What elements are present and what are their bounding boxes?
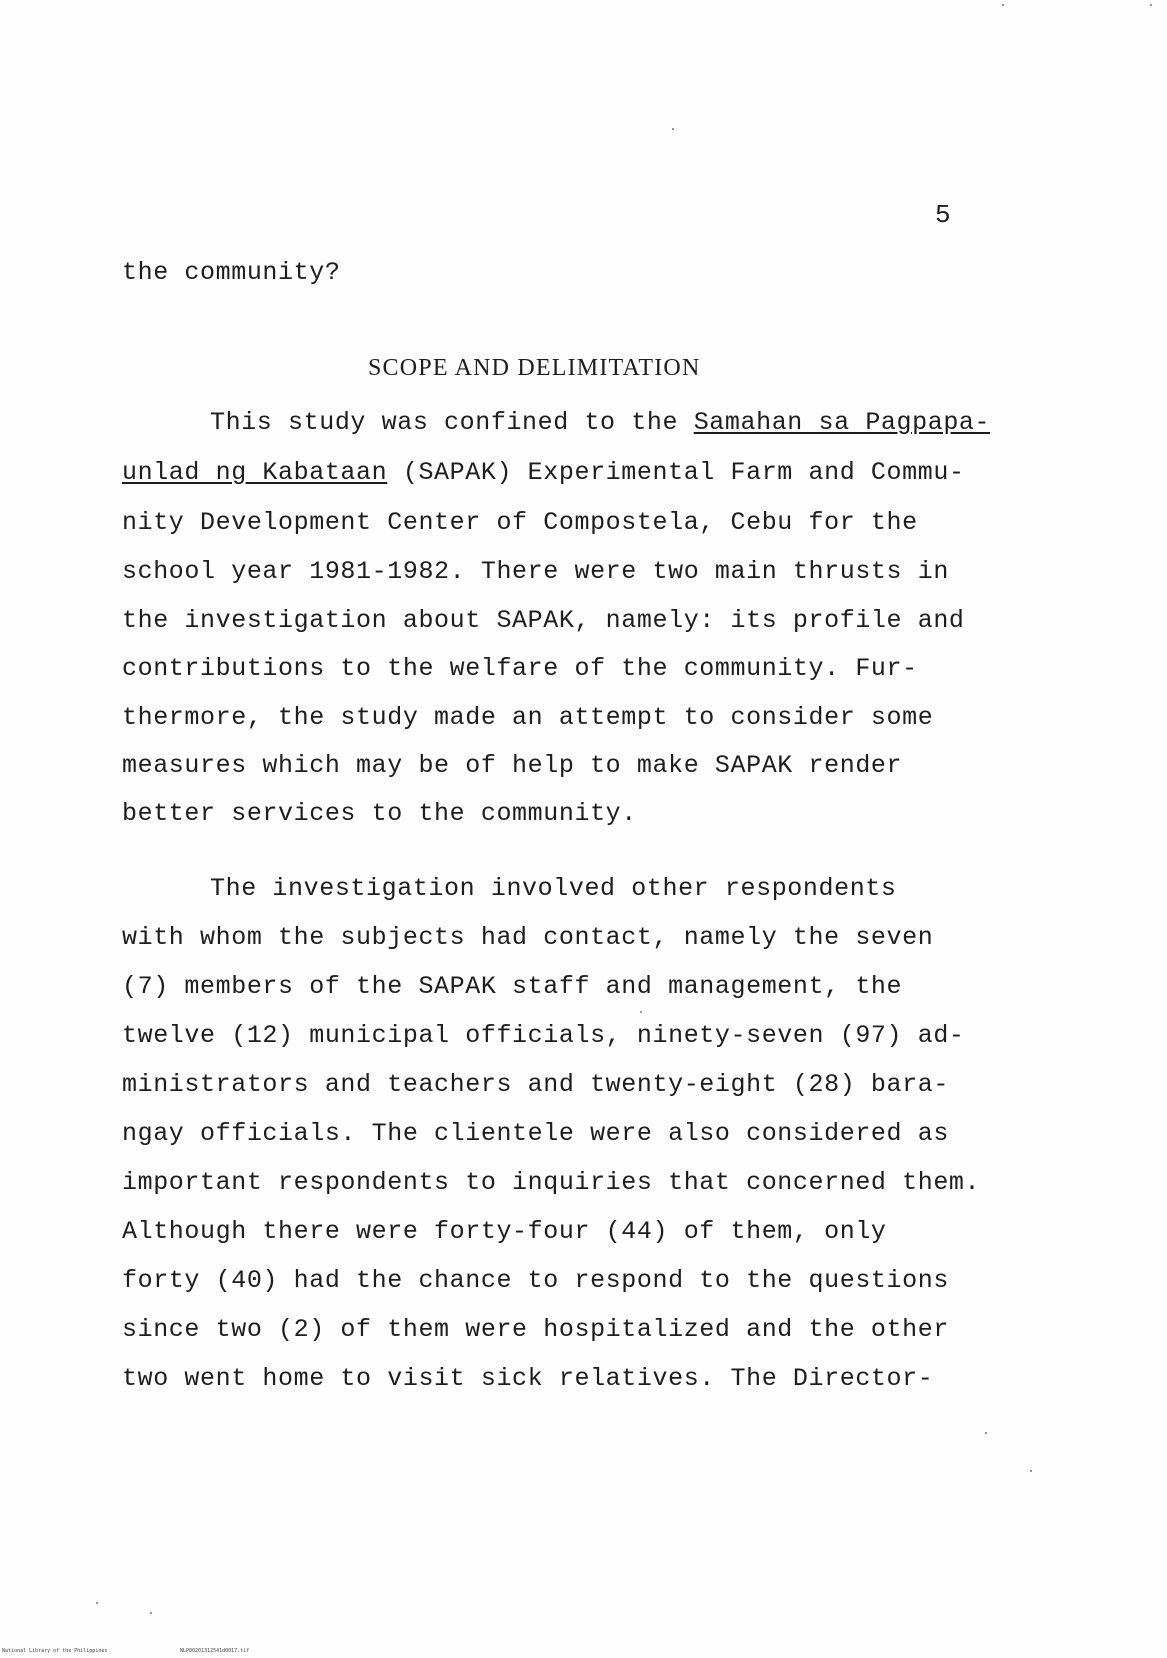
paragraph-line: twelve (12) municipal officials, ninety-seven (97) ad-: [122, 1021, 965, 1050]
paragraph-line: Although there were forty-four (44) of them, only: [122, 1217, 887, 1246]
paragraph-line: ministrators and teachers and twenty-eight (28) bara-: [122, 1070, 949, 1099]
paragraph-line: (7) members of the SAPAK staff and management, the: [122, 972, 903, 1001]
scan-speck: [150, 1612, 152, 1614]
scan-speck: [672, 128, 674, 130]
underlined-org-name: unlad ng Kabataan: [122, 458, 388, 487]
section-heading: SCOPE AND DELIMITATION: [368, 355, 701, 381]
opening-line: the community?: [122, 258, 341, 287]
paragraph-line: nity Development Center of Compostela, Cebu for the: [122, 508, 918, 537]
paragraph-line: contributions to the welfare of the community. Fur-: [122, 654, 918, 683]
paragraph-line: better services to the community.: [122, 799, 637, 828]
scan-speck: [1030, 1470, 1032, 1472]
underlined-org-name: Samahan sa Pagpapa-: [693, 408, 991, 437]
paragraph-line: The investigation involved other respondents: [210, 874, 897, 903]
scan-speck: [985, 1432, 987, 1434]
paragraph-line: measures which may be of help to make SAPAK render: [122, 751, 903, 780]
paragraph-line: since two (2) of them were hospitalized and the other: [122, 1315, 949, 1344]
paragraph-line: forty (40) had the chance to respond to the questions: [122, 1266, 949, 1295]
scan-speck: [1002, 4, 1004, 6]
paragraph-line: school year 1981-1982. There were two main thrusts in: [122, 557, 949, 586]
text-run: (SAPAK) Experimental Farm and Commu-: [387, 458, 965, 487]
paragraph-line: ngay officials. The clientele were also considered as: [122, 1119, 949, 1148]
paragraph-line: two went home to visit sick relatives. The Director-: [122, 1364, 934, 1393]
paragraph-line: the investigation about SAPAK, namely: its profile and: [122, 606, 965, 635]
footer-source: National Library of the Philippines: [2, 1648, 108, 1654]
paragraph-line: important respondents to inquiries that concerned them.: [122, 1168, 981, 1197]
paragraph-line: [210, 408, 990, 437]
footer-file-id: NLP00201312541d0017.tif: [180, 1648, 250, 1654]
text-run: This study was confined to the: [210, 408, 694, 437]
paragraph-line: [122, 458, 965, 487]
scan-speck: [1150, 4, 1152, 6]
scan-speck: [96, 1602, 98, 1604]
paragraph-line: thermore, the study made an attempt to consider some: [122, 703, 934, 732]
scan-speck: [640, 1011, 642, 1013]
paragraph-line: with whom the subjects had contact, namely the seven: [122, 923, 934, 952]
page-number: 5: [935, 200, 951, 230]
